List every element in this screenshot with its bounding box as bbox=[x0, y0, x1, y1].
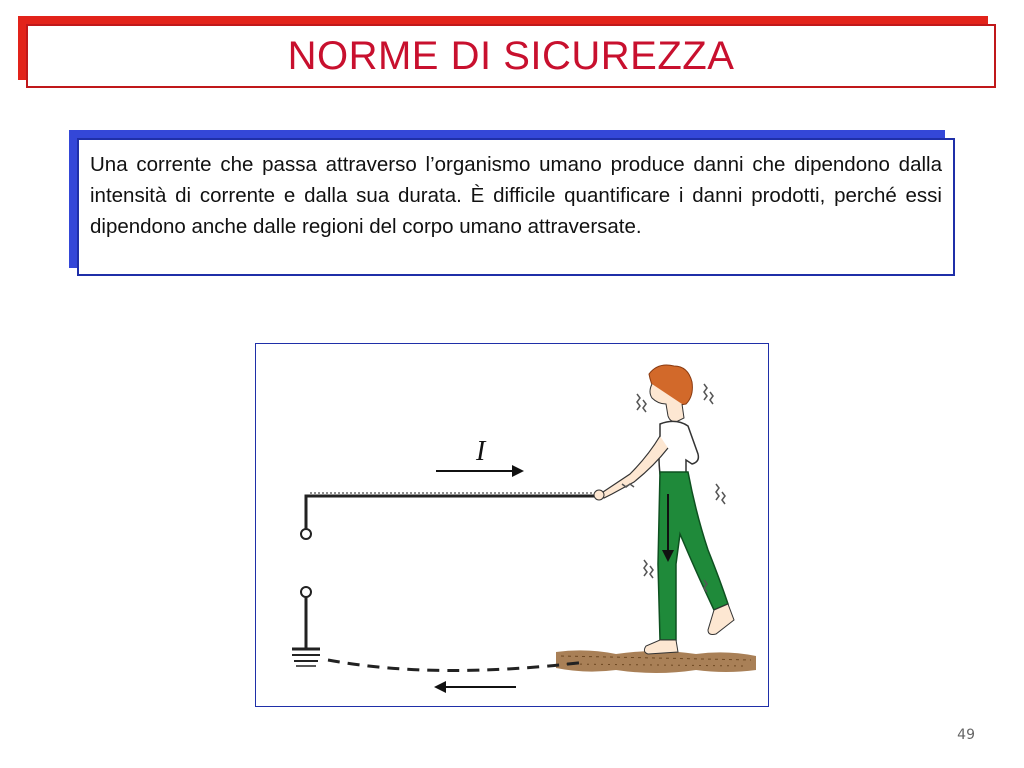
return-path bbox=[328, 660, 586, 693]
page-number: 49 bbox=[957, 727, 975, 743]
current-symbol: I bbox=[476, 436, 486, 467]
person-illustration bbox=[594, 365, 734, 654]
electric-shock-illustration bbox=[256, 344, 768, 706]
ground-symbol-icon bbox=[292, 587, 320, 666]
live-wire bbox=[301, 493, 594, 539]
upper-terminal bbox=[301, 529, 311, 539]
title-box bbox=[26, 24, 996, 88]
text-box bbox=[77, 138, 955, 276]
page-title: NORME DI SICUREZZA bbox=[287, 34, 735, 78]
body-text: Una corrente che passa attraverso l’organismo umano produce danni che dipendono dalla intensità di corrente e dalla sua durata. È difficile quantificare i danni prodotti, perché essi dipendono anche dalle regioni del corpo umano attraversate. bbox=[90, 153, 942, 238]
figure-frame bbox=[255, 343, 769, 707]
